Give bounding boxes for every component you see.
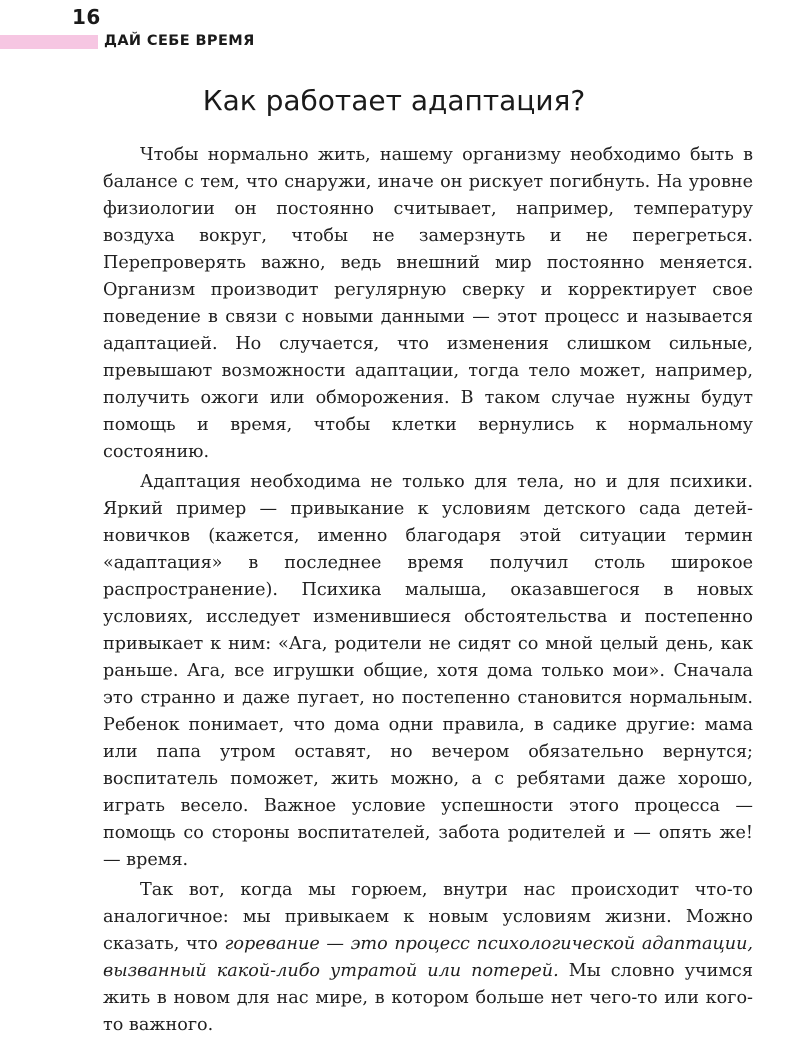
header-accent-bar <box>0 35 98 49</box>
paragraph-1: Чтобы нормально жить, нашему организму необходимо быть в балансе с тем, что снаружи, иначе он рискует погибнуть. На уровне физиологии он постоянно считывает, например, температуру воздуха вокруг, чтобы не замерзнуть и не перегреться. Перепроверять важно, ведь внешний мир постоянно меняется. Организм производит регулярную сверку и корректирует свое поведение в связи с новыми данными — этот процесс и называется адаптацией. Но случается, что изменения слишком сильные, превышают возможности адаптации, тогда тело может, например, получить ожоги или обморожения. В таком случае нужны будут помощь и время, чтобы клетки вернулись к нормальному состоянию. <box>103 145 753 462</box>
page-number: 16 <box>72 5 101 29</box>
paragraph-3 <box>103 877 753 1039</box>
body-text <box>103 142 753 1039</box>
paragraph-3-tail: Мы словно учимся жить в новом для нас мире, в котором больше нет чего-то или кого-то важного. <box>103 961 753 1035</box>
paragraph-3-lead: Так вот, когда мы горюем, внутри нас происходит что-то аналогичное: мы привыкаем к новым условиям жизни. Можно сказать, что <box>103 880 753 954</box>
section-title: Как работает адаптация? <box>202 84 586 117</box>
running-head: ДАЙ СЕБЕ ВРЕМЯ <box>104 33 255 49</box>
paragraph-3-emphasis: горевание — это процесс психологической адаптации, вызванный какой-либо утратой или потерей. <box>103 934 753 981</box>
paragraph-2: Адаптация необходима не только для тела, но и для психики. Яркий пример — привыкание к условиям детского сада детей-новичков (кажется, именно благодаря этой ситуации термин «адаптация» в последнее время получил столь широкое распространение). Психика малыша, оказавшегося в новых условиях, исследует изменившиеся обстоятельства и постепенно привыкает к ним: «Ага, родители не сидят со мной целый день, как раньше. Ага, все игрушки общие, хотя дома только мои». Сначала это странно и даже пугает, но постепенно становится нормальным. Ребенок понимает, что дома одни правила, в садике другие: мама или папа утром оставят, но вечером обязательно вернутся; воспитатель поможет, жить можно, а с ребятами даже хорошо, играть весело. Важное условие успешности этого процесса — помощь со стороны воспитателей, забота родителей и — опять же! — время. <box>103 472 753 870</box>
